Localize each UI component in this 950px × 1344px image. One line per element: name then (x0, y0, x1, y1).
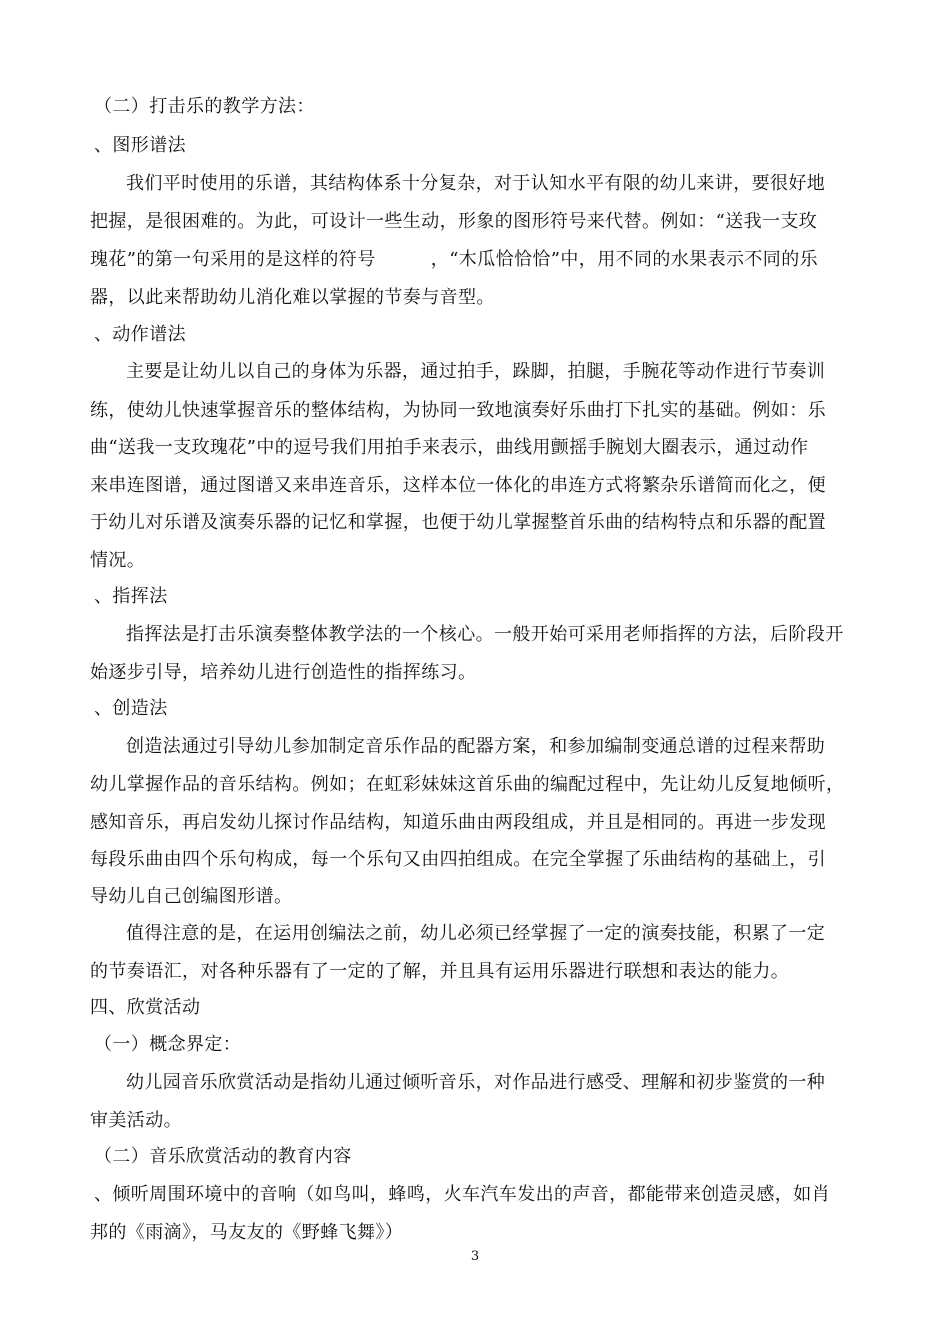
paragraph-line: 于幼儿对乐谱及演奏乐器的记忆和掌握，也便于幼儿掌握整首乐曲的结构特点和乐器的配置 (90, 512, 826, 533)
paragraph-line: 、倾听周围环境中的音响（如鸟叫，蜂鸣，火车汽车发出的声音，都能带来创造灵感，如肖 (94, 1184, 830, 1205)
paragraph-line: 来串连图谱，通过图谱又来串连音乐，这样本位一体化的串连方式将繁杂乐谱简而化之，便 (90, 475, 826, 496)
paragraph-line: 值得注意的是，在运用创编法之前，幼儿必须已经掌握了一定的演奏技能，积累了一定 (126, 923, 826, 944)
paragraph-line: 的节奏语汇，对各种乐器有了一定的了解，并且具有运用乐器进行联想和表达的能力。 (90, 961, 790, 982)
section-heading-appreciation: 四、欣赏活动 (90, 997, 201, 1018)
subheading-action-notation: 、动作谱法 (94, 324, 186, 345)
section-heading-percussion-methods: （二）打击乐的教学方法： (94, 96, 315, 117)
paragraph-line: 情况。 (90, 550, 146, 571)
paragraph-line: 邦的《雨滴》，马友友的《野蜂飞舞》） (90, 1222, 404, 1243)
paragraph-line: 感知音乐，再启发幼儿探讨作品结构，知道乐曲由两段组成，并且是相同的。再进一步发现 (90, 812, 826, 833)
paragraph-line: 始逐步引导，培养幼儿进行创造性的指挥练习。 (90, 662, 477, 683)
subheading-graphic-notation: 、图形谱法 (94, 135, 186, 156)
paragraph-line: 指挥法是打击乐演奏整体教学法的一个核心。一般开始可采用老师指挥的方法，后阶段开 (126, 624, 844, 645)
paragraph-line: 幼儿掌握作品的音乐结构。例如；在虹彩妹妹这首乐曲的编配过程中，先让幼儿反复地倾听， (90, 774, 845, 795)
paragraph-line: 把握，是很困难的。为此，可设计一些生动，形象的图形符号来代替。例如：“送我一支玫 (90, 211, 818, 232)
paragraph-line: 每段乐曲由四个乐句构成，每一个乐句又由四拍组成。在完全掌握了乐曲结构的基础上，引 (90, 849, 826, 870)
paragraph-line: 审美活动。 (90, 1110, 182, 1131)
subheading-concept: （一）概念界定： (94, 1034, 242, 1055)
paragraph-line: 我们平时使用的乐谱，其结构体系十分复杂，对于认知水平有限的幼儿来讲，要很好地 (126, 173, 826, 194)
paragraph-line: 幼儿园音乐欣赏活动是指幼儿通过倾听音乐，对作品进行感受、理解和初步鉴赏的一种 (126, 1072, 826, 1093)
paragraph-line: 瑰花”的第一句采用的是这样的符号 ，“木瓜恰恰恰”中，用不同的水果表示不同的乐 (90, 249, 819, 270)
paragraph-line: 主要是让幼儿以自己的身体为乐器，通过拍手，跺脚，拍腿，手腕花等动作进行节奏训 (126, 361, 826, 382)
subheading-appreciation-content: （二）音乐欣赏活动的教育内容 (94, 1146, 352, 1167)
paragraph-line: 创造法通过引导幼儿参加制定音乐作品的配器方案，和参加编制变通总谱的过程来帮助 (126, 736, 826, 757)
paragraph-line: 练，使幼儿快速掌握音乐的整体结构，为协同一致地演奏好乐曲打下扎实的基础。例如：乐 (90, 400, 826, 421)
subheading-conducting: 、指挥法 (94, 586, 168, 607)
paragraph-line: 器，以此来帮助幼儿消化难以掌握的节奏与音型。 (90, 287, 495, 308)
page-number: 3 (470, 1249, 480, 1264)
subheading-creation: 、创造法 (94, 698, 168, 719)
paragraph-line: 导幼儿自己创编图形谱。 (90, 886, 293, 907)
paragraph-line: 曲“送我一支玫瑰花”中的逗号我们用拍手来表示，曲线用颤摇手腕划大圈表示，通过动作 (90, 437, 809, 458)
